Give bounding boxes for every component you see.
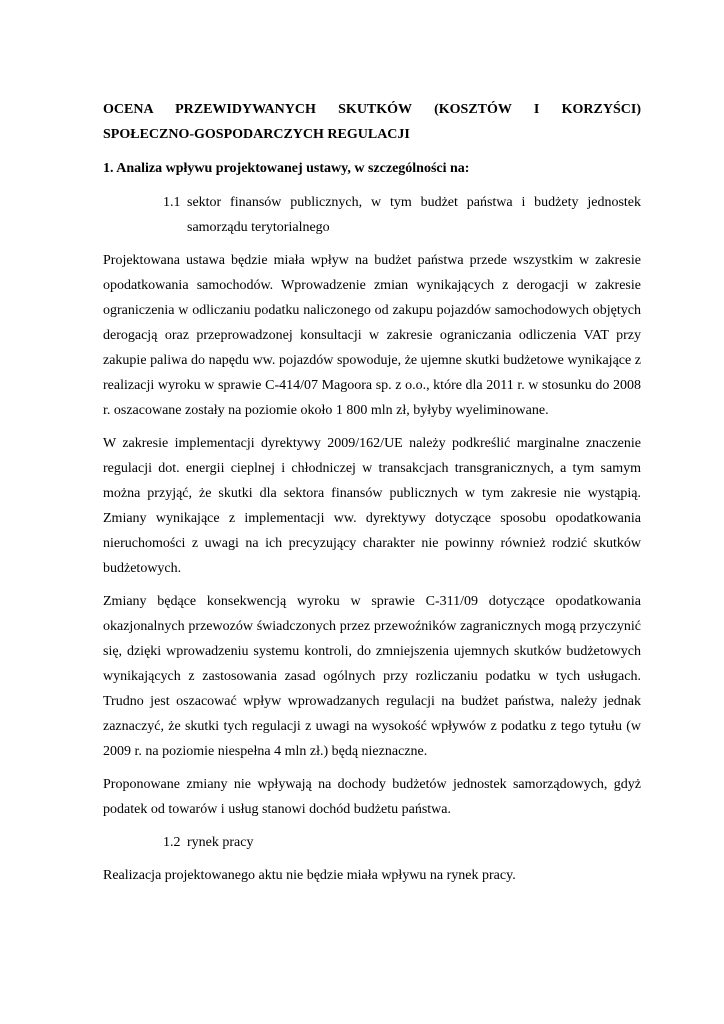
subsection-title: rynek pracy — [187, 835, 254, 850]
paragraph: Zmiany będące konsekwencją wyroku w sprawie C-311/09 dotyczące opodatkowania okazjonalnych przewozów świadczonych przez przewoźników zagranicznych mogą przyczynić się, dzięki wprowadzeniu systemu kontroli, do zmniejszenia ujemnych skutków budżetowych wynikających z zastosowania zasad ogólnych przy rozliczaniu podatku w tych usługach. Trudno jest oszacować wpływ wprowadzanych regulacji na budżet państwa, należy jednak zaznaczyć, że skutki tych regulacji z uwagi na wysokość wpływów z podatku z tego tytułu (w 2009 r. na poziomie niespełna 4 mln zł.) będą nieznaczne. — [103, 594, 641, 759]
paragraph: Proponowane zmiany nie wpływają na dochody budżetów jednostek samorządowych, gdyż podatek od towarów i usług stanowi dochód budżetu państwa. — [103, 777, 641, 817]
section-heading-1: 1. Analiza wpływu projektowanej ustawy, w szczególności na: — [103, 161, 470, 176]
subsection-title: sektor finansów publicznych, w tym budżet państwa i budżety jednostek samorządu terytorialnego — [187, 195, 641, 235]
document-page — [103, 97, 641, 896]
subsection-1-2 — [103, 830, 641, 855]
document-title-line-2: SPOŁECZNO-GOSPODARCZYCH REGULACJI — [103, 127, 410, 142]
document-title-line-1: OCENA PRZEWIDYWANYCH SKUTKÓW (KOSZTÓW I KORZYŚCI) — [103, 102, 641, 117]
paragraph: Realizacja projektowanego aktu nie będzie miała wpływu na rynek pracy. — [103, 868, 516, 883]
paragraph: W zakresie implementacji dyrektywy 2009/162/UE należy podkreślić marginalne znaczenie regulacji dot. energii cieplnej i chłodniczej w transakcjach transgranicznych, a tym samym można przyjąć, że skutki dla sektora finansów publicznych w tym zakresie nie wystąpią. Zmiany wynikające z implementacji ww. dyrektywy dotyczące sposobu opodatkowania nieruchomości z uwagi na ich precyzujący charakter nie powinny również rodzić skutków budżetowych. — [103, 436, 641, 576]
paragraph: Projektowana ustawa będzie miała wpływ na budżet państwa przede wszystkim w zakresie opodatkowania samochodów. Wprowadzenie zmian wynikających z derogacji w zakresie ograniczenia w odliczaniu podatku naliczonego od zakupu pojazdów samochodowych objętych derogacją oraz przeprowadzonej konsultacji w zakresie ograniczania odliczenia VAT przy zakupie paliwa do napędu ww. pojazdów spowoduje, że ujemne skutki budżetowe wynikające z realizacji wyroku w sprawie C-414/07 Magoora sp. z o.o., które dla 2011 r. w stosunku do 2008 r. oszacowane zostały na poziomie około 1 800 mln zł, byłyby wyeliminowane. — [103, 253, 641, 418]
subsection-number: 1.2 — [163, 835, 181, 850]
subsection-1-1 — [103, 190, 641, 240]
subsection-number: 1.1 — [163, 195, 181, 210]
